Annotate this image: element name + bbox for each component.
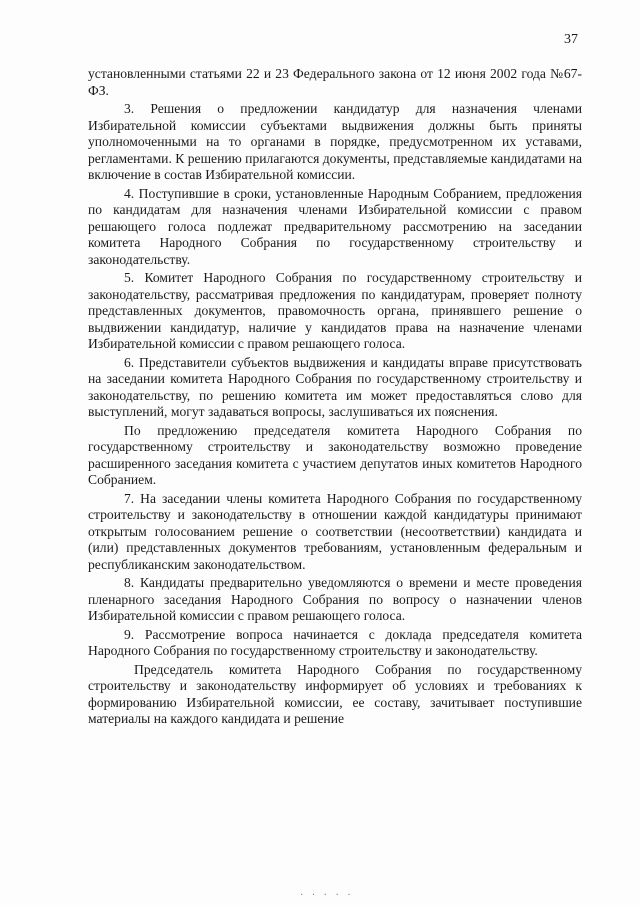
paragraph-9: 9. Рассмотрение вопроса начинается с доклада председателя комитета Народного Собрания по государственному строительству и законодательству. (88, 626, 582, 658)
paragraph-7: 7. На заседании члены комитета Народного Собрания по государственному строительству и законодательству в отношении каждой кандидатуры принимают открытым голосованием решение о соответствии (несоответствии) кандидата и (или) представленных документов требованиям, установленным федеральным и республиканским законодательством. (88, 490, 582, 572)
paragraph-6-extended-session: По предложению председателя комитета Народного Собрания по государственному строительству и законодательству возможно проведение расширенного заседания комитета с участием депутатов иных комитетов Народного Собранием. (88, 422, 582, 487)
paragraph-4: 4. Поступившие в сроки, установленные Народным Собранием, предложения по кандидатам для назначения членами Избирательной комиссии с правом решающего голоса подлежат предварительному рассмотрению на заседании комитета Народного Собрания по государственному строительству и законодательству. (88, 185, 582, 267)
paragraph-9-chairman: Председатель комитета Народного Собрания по государственному строительству и законодательству информирует об условиях и требованиях к формированию Избирательной комиссии, ее составу, зачитывает поступившие материалы на каждого кандидата и решение (88, 661, 582, 726)
page-number: 37 (564, 32, 578, 47)
scan-artifact-marks: · · · · · (300, 890, 354, 901)
document-body (88, 66, 582, 730)
paragraph-continuation: установленными статьями 22 и 23 Федерального закона от 12 июня 2002 года №67-ФЗ. (88, 66, 582, 98)
paragraph-8: 8. Кандидаты предварительно уведомляются о времени и месте проведения пленарного заседания Народного Собрания по вопросу о назначении членов Избирательной комиссии с правом решающего голоса. (88, 575, 582, 623)
paragraph-5: 5. Комитет Народного Собрания по государственному строительству и законодательству, рассматривая предложения по кандидатурам, проверяет полноту представленных документов, правомочность органа, принявшего решение о выдвижении кандидатур, наличие у кандидатов права на назначение членами Избирательной комиссии с правом решающего голоса. (88, 270, 582, 351)
paragraph-6: 6. Представители субъектов выдвижения и кандидаты вправе присутствовать на заседании комитета Народного Собрания по государственному строительству и законодательству, по решению комитета им может предоставляться слово для выступлений, могут задаваться вопросы, заслушиваться их пояснения. (88, 354, 582, 419)
paragraph-3: 3. Решения о предложении кандидатур для назначения членами Избирательной комиссии субъектами выдвижения должны быть приняты уполномоченными на то органами в порядке, предусмотренном их уставами, регламентами. К решению прилагаются документы, представляемые кандидатами на включение в состав Избирательной комиссии. (88, 101, 582, 182)
